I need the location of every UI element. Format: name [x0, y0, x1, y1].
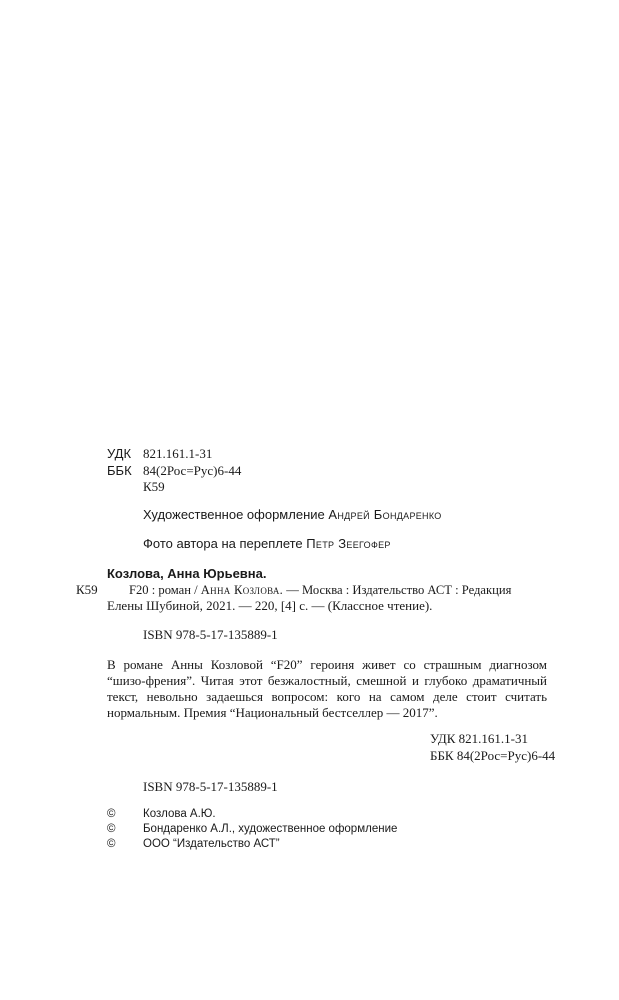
copyright-symbol: © — [107, 823, 116, 835]
copyright-text: Бондаренко А.Л., художественное оформление — [143, 823, 398, 835]
footer-bbk: ББК 84(2Рос=Рус)6-44 — [430, 748, 556, 763]
catalog-isbn: ISBN 978-5-17-135889-1 — [143, 627, 278, 642]
copyright-symbol: © — [107, 838, 116, 850]
author-mark: К59 — [143, 479, 165, 494]
footer-udk: УДК 821.161.1-31 — [430, 731, 529, 746]
photo-credit-name: Петр Зеегофер — [306, 536, 391, 551]
photo-credit-prefix: Фото автора на переплете — [143, 536, 303, 551]
bbk-label: ББК — [107, 463, 132, 478]
bbk-value: 84(2Рос=Рус)6-44 — [143, 463, 242, 478]
author-heading: Козлова, Анна Юрьевна. — [107, 566, 267, 581]
title-line-2: Елены Шубиной, 2021. — 220, [4] с. — (Классное чтение). — [107, 598, 433, 613]
photo-credit — [143, 536, 391, 552]
title-part-1: F20 : роман / — [129, 583, 198, 597]
copyright-text: Козлова А.Ю. — [143, 808, 216, 820]
udk-value: 821.161.1-31 — [143, 446, 213, 461]
annotation-text: В романе Анны Козловой “F20” героиня живет со страшным диагнозом “шизо-френия”. Читая этот безжалостный, смешной и глубоко драматичный текст, невольно задаешься вопросом: кого на самом деле стоит считать нормальным. Премия “Национальный бестселлер — 2017”. — [107, 657, 547, 720]
design-credit-name: Андрей Бондаренко — [328, 507, 442, 522]
title-line-1 — [129, 582, 511, 598]
design-credit — [143, 507, 442, 523]
copyright-symbol: © — [107, 808, 116, 820]
design-credit-prefix: Художественное оформление — [143, 507, 325, 522]
title-author: Анна Козлова. — [200, 583, 284, 597]
catalog-mark: К59 — [76, 582, 98, 597]
bottom-isbn: ISBN 978-5-17-135889-1 — [143, 779, 278, 794]
udk-label: УДК — [107, 446, 132, 461]
title-part-2: — Москва : Издательство АСТ : Редакция — [286, 583, 512, 597]
copyright-text: ООО “Издательство АСТ” — [143, 838, 280, 850]
